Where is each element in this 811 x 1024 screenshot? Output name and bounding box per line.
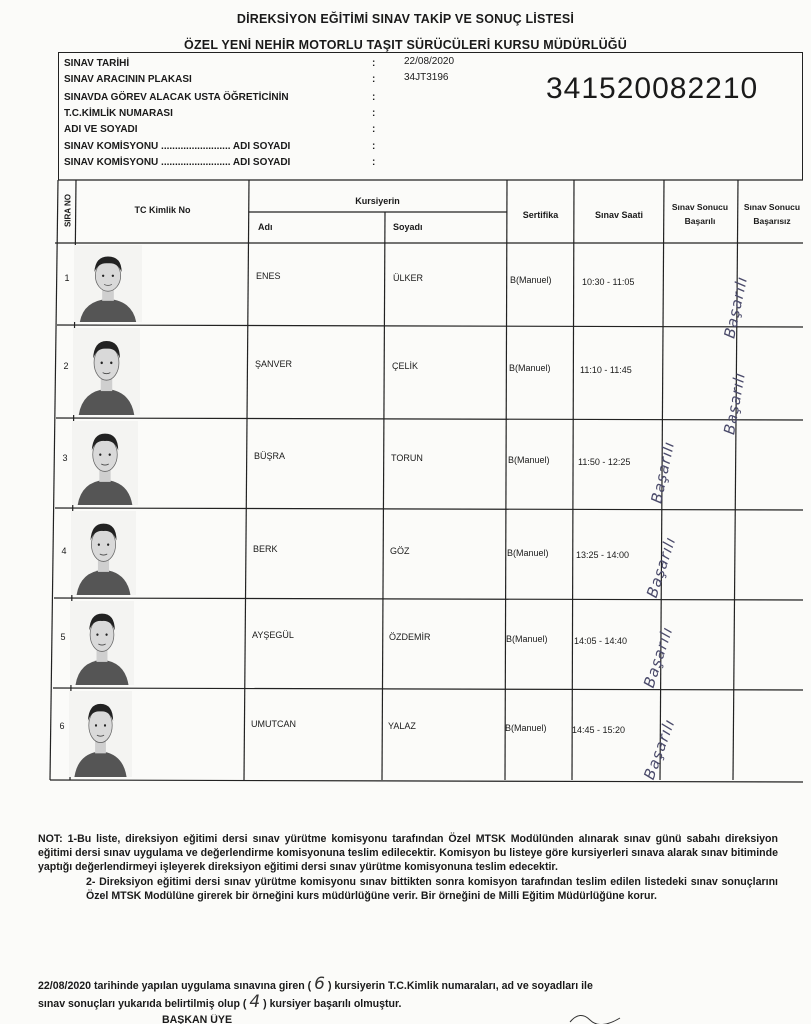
row-number: 6 <box>59 721 65 731</box>
header-basarili: Sınav Sonucu Başarılı <box>671 202 729 226</box>
student-photo <box>73 328 140 415</box>
handwritten-result: Başarılı <box>642 534 680 600</box>
handwritten-result: Başarılı <box>720 274 752 340</box>
handwritten-result: Başarılı <box>640 716 679 782</box>
student-photo <box>74 245 142 322</box>
footer-statement-line2: sınav sonuçları yukarıda belirtilmiş olup ( 4 ) kursiyer başarılı olmuştur. <box>38 992 402 1012</box>
header-field-colon: : <box>372 74 376 85</box>
note-1: NOT: 1-Bu liste, direksiyon eğitimi dersi sınav yürütme komisyonu tarafından Özel MTSK Modülünden alınarak sınav günü sabahı direksiyon eğitimi dersi sınav uygulama ve değerlendirme komisyonuna teslim edilecektir. Komisyon bu listeye göre kursiyerleri sınava alarak sınav bitiminde yaptığı değerlendirmeyi işleyerek direksiyon eğitimi dersi sınav yürütme komisyonuna teslim edecektir. <box>38 833 778 874</box>
student-first-name: BERK <box>253 544 278 554</box>
student-first-name: AYŞEGÜL <box>252 630 294 640</box>
header-field-colon: : <box>372 108 376 119</box>
header-field-label: SINAV TARİHİ <box>64 58 130 69</box>
footer-statement-line1: 22/08/2020 tarihinde yapılan uygulama sınavına giren ( 6 ) kursiyerin T.C.Kimlik numaraları, ad ve soyadları ile <box>38 974 593 994</box>
exam-time: 14:45 - 15:20 <box>572 725 626 735</box>
count-entered: 6 <box>314 974 325 994</box>
student-photo <box>70 601 134 685</box>
handwritten-result: Başarılı <box>647 439 679 505</box>
institution-title: ÖZEL YENİ NEHİR MOTORLU TAŞIT SÜRÜCÜLERİ KURSU MÜDÜRLÜĞÜ <box>184 38 627 52</box>
handwritten-result: Başarılı <box>639 624 677 690</box>
row-number: 2 <box>63 361 69 371</box>
header-tc-kimlik: TC Kimlik No <box>134 205 191 215</box>
certificate-type: B(Manuel) <box>508 455 550 465</box>
student-first-name: UMUTCAN <box>251 719 296 729</box>
student-photo <box>69 691 132 777</box>
signature-label: BAŞKAN ÜYE <box>162 1014 233 1024</box>
exam-time: 11:10 - 11:45 <box>580 365 632 375</box>
student-last-name: GÖZ <box>390 546 410 556</box>
header-field-label: SINAVDA GÖREV ALACAK USTA ÖĞRETİCİNİN <box>64 92 289 103</box>
notes-section <box>38 832 778 903</box>
certificate-type: B(Manuel) <box>509 363 551 373</box>
student-last-name: YALAZ <box>388 721 416 731</box>
certificate-type: B(Manuel) <box>507 548 549 558</box>
header-field-colon: : <box>372 157 376 168</box>
exam-time: 11:50 - 12:25 <box>578 457 631 467</box>
student-first-name: ŞANVER <box>255 359 293 369</box>
student-first-name: ENES <box>256 271 281 281</box>
header-sinav-saati: Sınav Saati <box>594 210 644 220</box>
row-number: 5 <box>60 632 66 642</box>
exam-time: 14:05 - 14:40 <box>574 636 628 646</box>
student-last-name: ÖZDEMİR <box>389 632 431 642</box>
header-kursiyerin: Kursiyerin <box>355 196 400 206</box>
header-field-label: T.C.KİMLİK NUMARASI <box>64 108 173 119</box>
certificate-type: B(Manuel) <box>510 275 552 285</box>
header-field-label: SINAV KOMİSYONU ......................... ADI SOYADI <box>64 157 291 168</box>
certificate-type: B(Manuel) <box>506 634 548 644</box>
header-field-label: SINAV KOMİSYONU ......................... ADI SOYADI <box>64 141 291 152</box>
header-soyadi: Soyadı <box>393 222 423 232</box>
signature-scribble <box>560 1008 700 1024</box>
header-sertifika: Sertifika <box>522 210 559 220</box>
header-field-label: SINAV ARACININ PLAKASI <box>64 74 192 85</box>
exam-time: 13:25 - 14:00 <box>576 550 630 560</box>
student-last-name: ÇELİK <box>392 361 419 371</box>
document-title: DİREKSİYON EĞİTİMİ SINAV TAKİP VE SONUÇ LİSTESİ <box>236 12 575 26</box>
student-last-name: ÜLKER <box>393 273 424 283</box>
header-adi: Adı <box>258 222 273 232</box>
header-field-value: 22/08/2020 <box>404 56 455 67</box>
count-passed: 4 <box>249 992 261 1012</box>
note-2: 2- Direksiyon eğitimi dersi sınav yürütme komisyonu sınav bittikten sonra komisyon tarafından teslim edilen listedeki sınav sonuçlarını Özel MTSK Modülüne girerek bir örneğini kurs müdürlüğüne verir. Bir örneğini de Milli Eğitim Müdürlüğüne korur. <box>86 875 778 902</box>
header-field-colon: : <box>372 124 376 135</box>
header-sira-no: SIRA NO <box>63 193 73 228</box>
handwritten-result: Başarılı <box>720 370 749 436</box>
student-photo <box>72 421 138 505</box>
header-field-colon: : <box>372 58 376 69</box>
header-field-label: ADI VE SOYADI <box>64 124 138 135</box>
row-number: 3 <box>62 453 68 463</box>
exam-time: 10:30 - 11:05 <box>582 277 635 287</box>
student-last-name: TORUN <box>391 453 423 463</box>
header-basarisiz: Sınav Sonucu Başarısız <box>743 202 801 226</box>
student-photo <box>71 511 136 595</box>
document-number: 341520082210 <box>546 72 759 105</box>
row-number: 1 <box>64 273 70 283</box>
header-field-colon: : <box>372 141 376 152</box>
header-field-colon: : <box>372 92 376 103</box>
row-number: 4 <box>61 546 67 556</box>
header-field-value: 34JT3196 <box>404 72 449 83</box>
certificate-type: B(Manuel) <box>505 723 547 733</box>
student-first-name: BÜŞRA <box>254 451 286 461</box>
